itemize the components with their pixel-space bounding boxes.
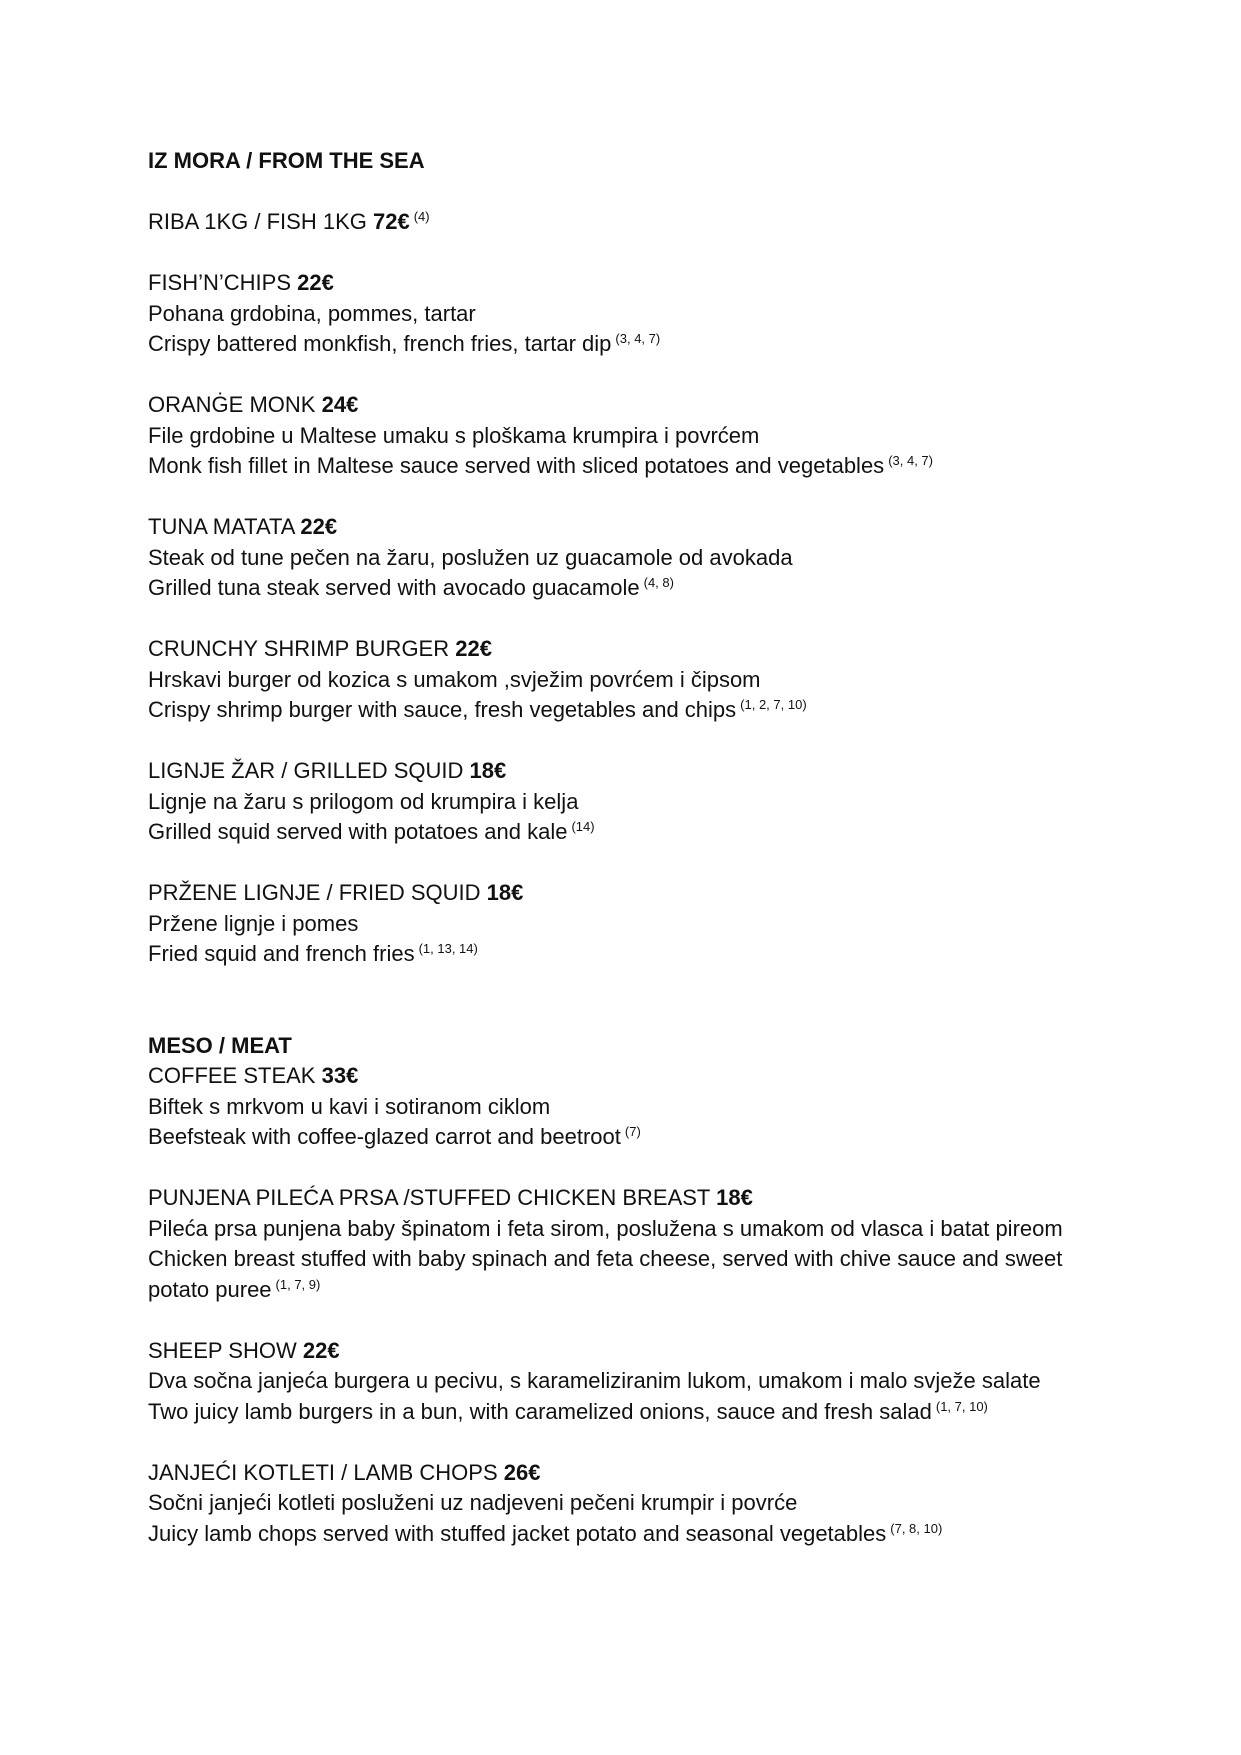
item-description-hr: Sočni janjeći kotleti posluženi uz nadjeveni pečeni krumpir i povrće bbox=[148, 1490, 798, 1515]
allergen-codes: (3, 4, 7) bbox=[615, 331, 661, 346]
allergen-codes: (14) bbox=[571, 819, 595, 834]
menu-item-fried-squid bbox=[148, 878, 1108, 970]
item-description-en: Grilled squid served with potatoes and kale bbox=[148, 819, 568, 844]
allergen-codes: (1, 7, 10) bbox=[935, 1398, 988, 1414]
menu-item-coffee-steak bbox=[148, 1061, 1108, 1153]
menu-page bbox=[148, 146, 1108, 1549]
item-description-en: Fried squid and french fries bbox=[148, 941, 415, 966]
item-name: ORANĠE MONK bbox=[148, 392, 316, 417]
menu-item-fish-n-chips bbox=[148, 268, 1108, 360]
menu-item-sheep-show bbox=[148, 1336, 1108, 1428]
item-name: RIBA 1KG / FISH 1KG bbox=[148, 209, 367, 234]
item-name: CRUNCHY SHRIMP BURGER bbox=[148, 636, 450, 661]
section-meat bbox=[148, 1031, 1108, 1550]
allergen-codes: (1, 13, 14) bbox=[418, 941, 478, 956]
item-price: 18€ bbox=[716, 1185, 753, 1210]
item-price: 18€ bbox=[486, 880, 524, 905]
item-description-hr: File grdobine u Maltese umaku s ploškama krumpira i povrćem bbox=[148, 422, 760, 448]
item-description-en: Beefsteak with coffee-glazed carrot and beetroot bbox=[148, 1124, 621, 1149]
item-description-hr: Dva sočna janjeća burgera u pecivu, s karameliziranim lukom, umakom i malo svježe salate bbox=[148, 1368, 1041, 1393]
allergen-codes: (1, 7, 9) bbox=[275, 1276, 321, 1292]
item-price: 24€ bbox=[321, 392, 359, 417]
menu-item-orange-monk bbox=[148, 390, 1108, 482]
item-name: TUNA MATATA bbox=[148, 514, 295, 539]
item-price: 26€ bbox=[503, 1459, 541, 1485]
allergen-codes: (4, 8) bbox=[643, 575, 674, 590]
item-price: 22€ bbox=[302, 1337, 340, 1363]
menu-item-grilled-squid bbox=[148, 756, 1108, 848]
item-description-hr: Lignje na žaru s prilogom od krumpira i kelja bbox=[148, 788, 579, 814]
item-name: PRŽENE LIGNJE / FRIED SQUID bbox=[148, 880, 481, 905]
menu-item-tuna-matata bbox=[148, 512, 1108, 604]
section-from-the-sea bbox=[148, 146, 1108, 970]
item-description-en: Two juicy lamb burgers in a bun, with caramelized onions, sauce and fresh salad bbox=[148, 1398, 932, 1424]
item-description-en: Crispy battered monkfish, french fries, tartar dip bbox=[148, 331, 612, 356]
item-name: JANJEĆI KOTLETI / LAMB CHOPS bbox=[148, 1459, 498, 1485]
menu-item-lamb-chops bbox=[148, 1458, 1108, 1550]
item-name: SHEEP SHOW bbox=[148, 1337, 297, 1363]
allergen-codes: (4) bbox=[413, 209, 430, 224]
item-description-en: Crispy shrimp burger with sauce, fresh vegetables and chips bbox=[148, 697, 737, 722]
menu-item-stuffed-chicken-breast bbox=[148, 1183, 1108, 1305]
section-spacer bbox=[148, 970, 1108, 1031]
item-description-en: Chicken breast stuffed with baby spinach and feta cheese, served with chive sauce and sweet potato puree bbox=[148, 1246, 1063, 1302]
item-description-hr: Steak od tune pečen na žaru, poslužen uz guacamole od avokada bbox=[148, 544, 793, 570]
item-price: 72€ bbox=[372, 209, 410, 234]
item-description-hr: Hrskavi burger od kozica s umakom ,svježim povrćem i čipsom bbox=[148, 666, 761, 692]
item-price: 22€ bbox=[455, 636, 492, 661]
item-name: FISH’N’CHIPS bbox=[148, 270, 292, 295]
section-title: MESO / MEAT bbox=[148, 1032, 292, 1058]
item-description-hr: Biftek s mrkvom u kavi i sotiranom ciklom bbox=[148, 1093, 551, 1119]
menu-item-fish-1kg bbox=[148, 207, 1108, 238]
item-price: 18€ bbox=[469, 758, 507, 783]
item-name: COFFEE STEAK bbox=[148, 1063, 316, 1088]
item-description-en: Monk fish fillet in Maltese sauce served with sliced potatoes and vegetables bbox=[148, 453, 885, 478]
item-name: PUNJENA PILEĆA PRSA /STUFFED CHICKEN BREAST bbox=[148, 1185, 710, 1210]
allergen-codes: (7) bbox=[624, 1124, 641, 1139]
item-description-en: Juicy lamb chops served with stuffed jacket potato and seasonal vegetables bbox=[148, 1520, 887, 1546]
item-price: 22€ bbox=[297, 270, 334, 295]
item-price: 22€ bbox=[300, 514, 338, 539]
item-name: LIGNJE ŽAR / GRILLED SQUID bbox=[148, 758, 464, 783]
allergen-codes: (7, 8, 10) bbox=[890, 1520, 943, 1536]
item-description-hr: Pohana grdobina, pommes, tartar bbox=[148, 300, 476, 326]
item-description-en: Grilled tuna steak served with avocado guacamole bbox=[148, 575, 640, 600]
section-title: IZ MORA / FROM THE SEA bbox=[148, 148, 425, 173]
item-description-hr: Pržene lignje i pomes bbox=[148, 910, 359, 936]
item-price: 33€ bbox=[321, 1063, 359, 1088]
menu-item-crunchy-shrimp-burger bbox=[148, 634, 1108, 726]
allergen-codes: (1, 2, 7, 10) bbox=[740, 697, 807, 712]
item-description-hr: Pileća prsa punjena baby špinatom i feta sirom, poslužena s umakom od vlasca i batat pireom bbox=[148, 1215, 1063, 1241]
allergen-codes: (3, 4, 7) bbox=[888, 453, 933, 468]
